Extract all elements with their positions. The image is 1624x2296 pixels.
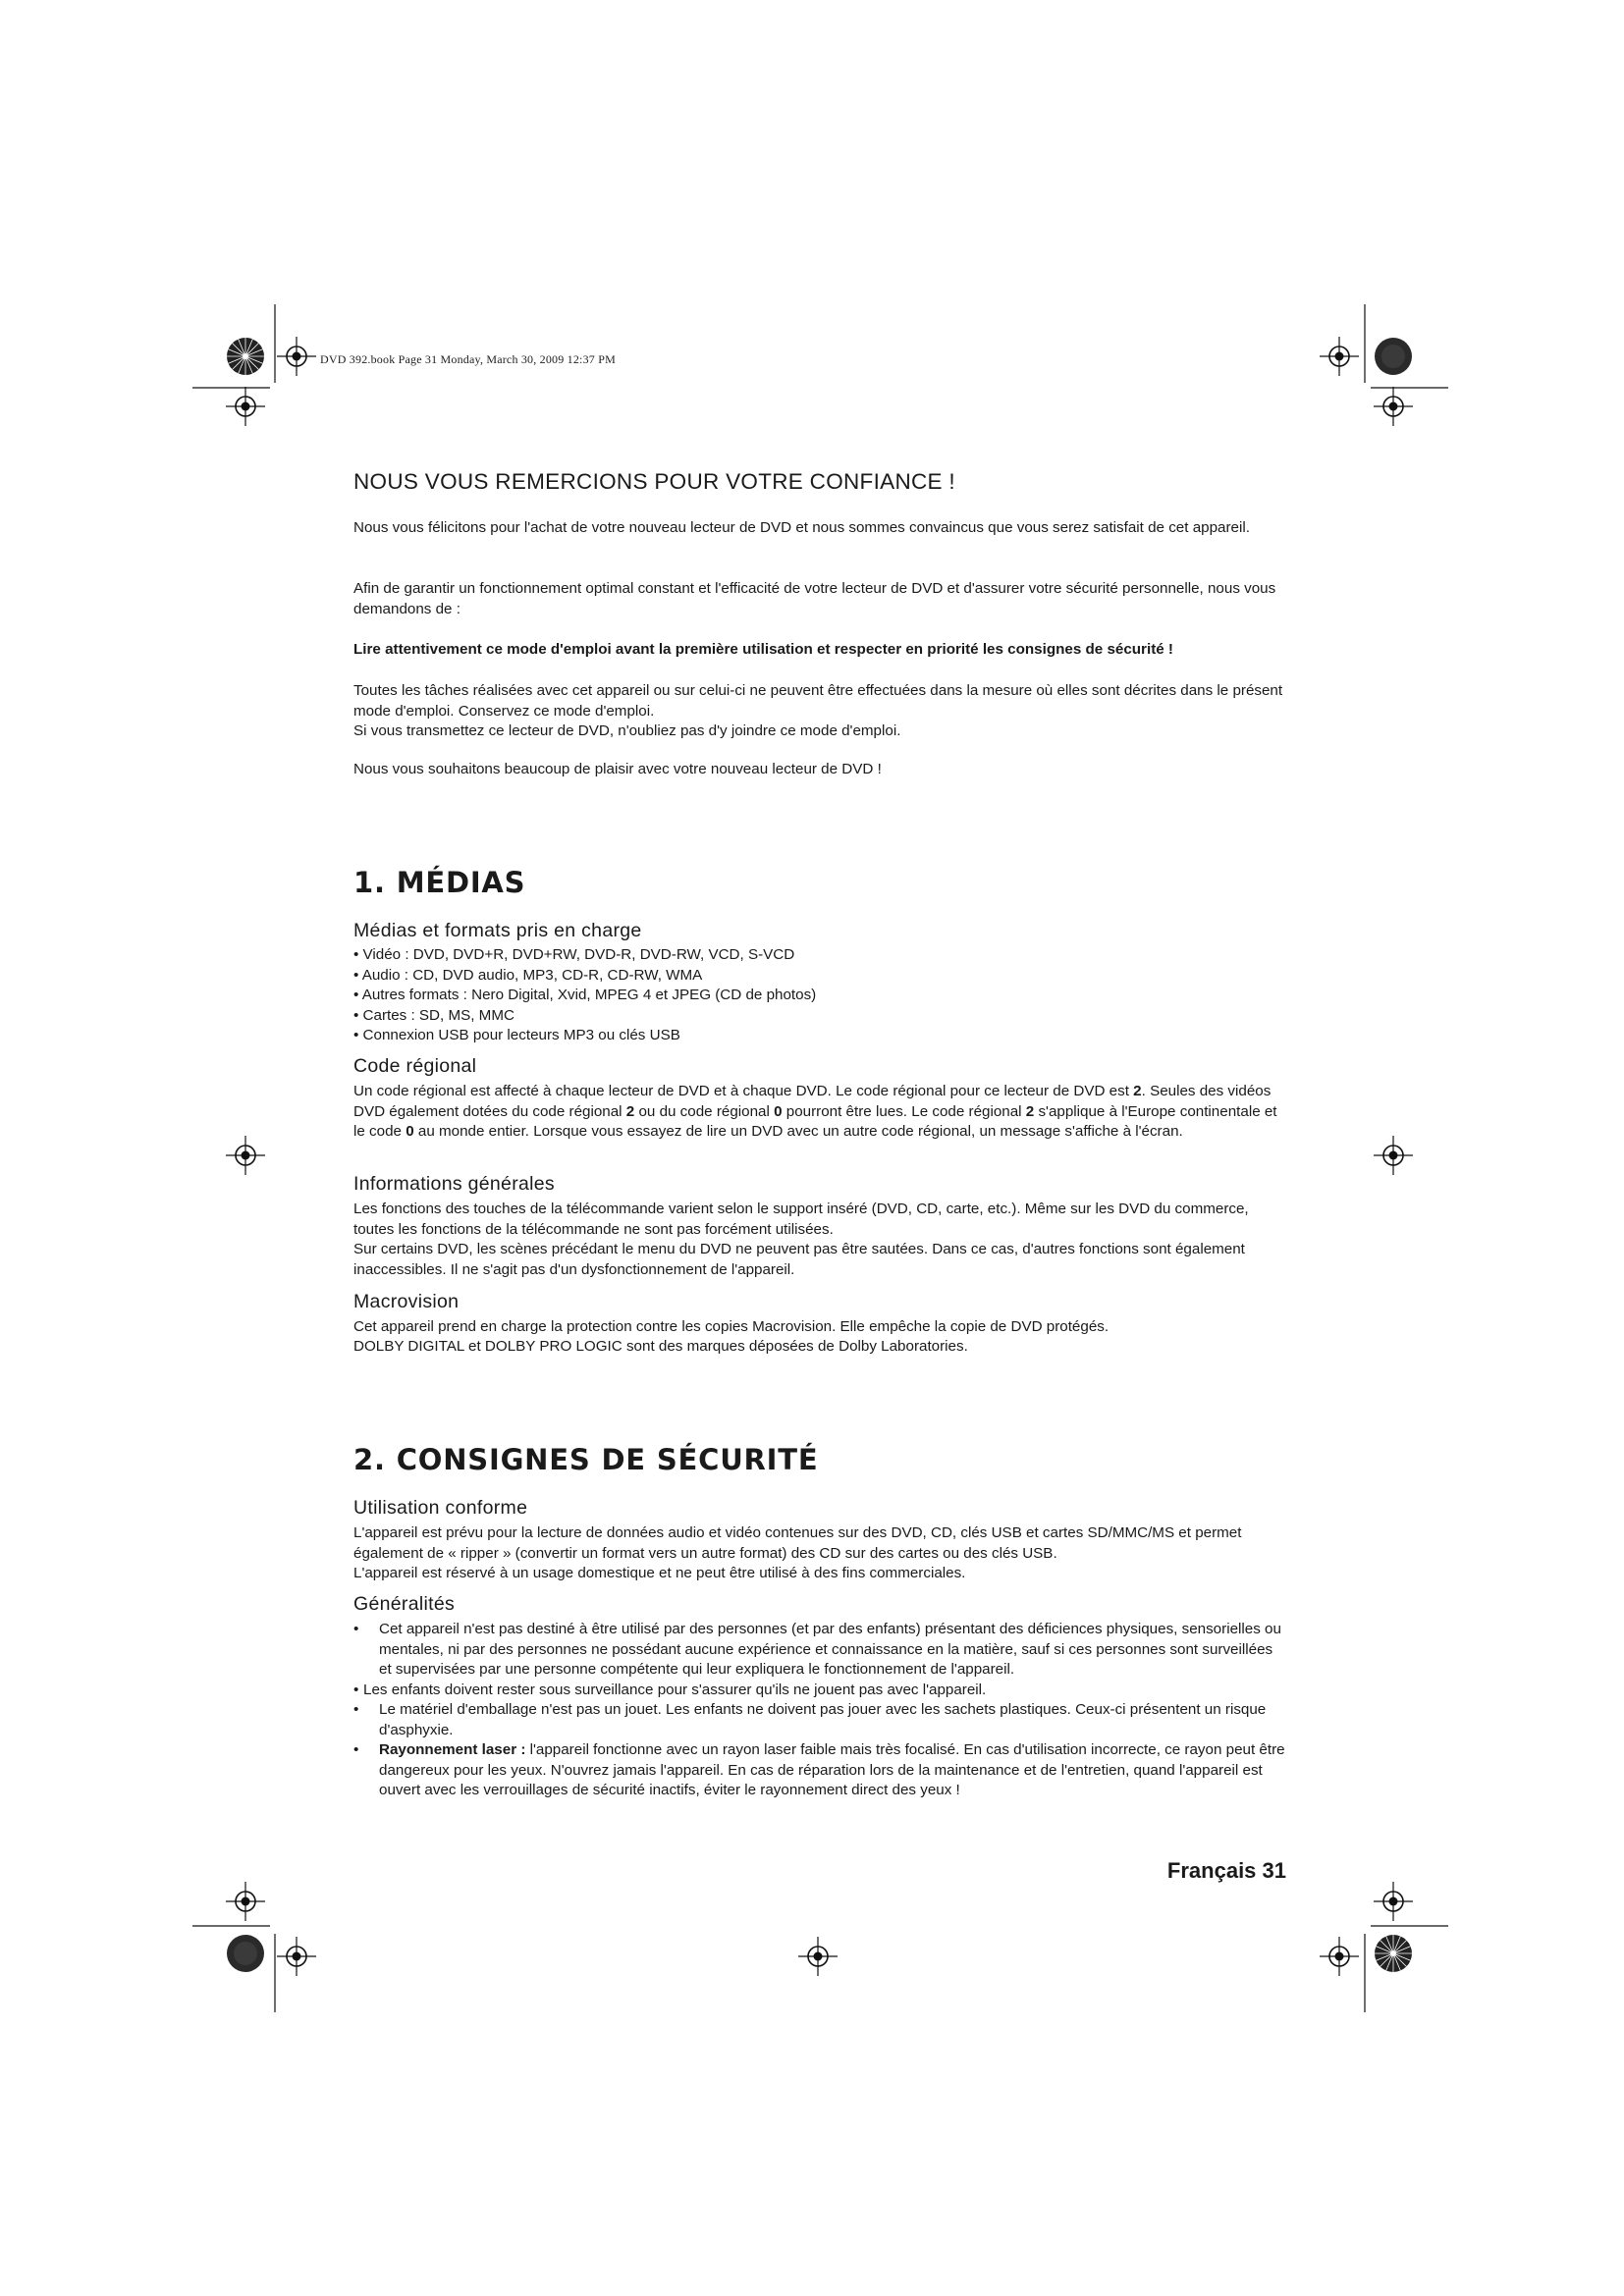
list-item bbox=[353, 1740, 1286, 1801]
list-item-text: Cet appareil n'est pas destiné à être utilisé par des personnes (et par des enfants) présentant des déficiences physiques, sensorielles ou mentales, ni par des personnes ne possédant aucune expérience et connaissance en la matière, sauf si ces personnes sont surveillées et supervisées par une personne compétente qui leur expliquera le fonctionnement de l'appareil. bbox=[379, 1621, 1281, 1678]
region-code-value: 2 bbox=[1025, 1102, 1035, 1120]
intro-paragraph-4-line-2: Si vous transmettez ce lecteur de DVD, n'oubliez pas d'y joindre ce mode d'emploi. bbox=[353, 722, 901, 739]
list-item bbox=[353, 1700, 1286, 1740]
list-item-text: Les enfants doivent rester sous surveillance pour s'assurer qu'ils ne jouent pas avec l'appareil. bbox=[363, 1681, 987, 1698]
print-slug: DVD 392.book Page 31 Monday, March 30, 2009 12:37 PM bbox=[320, 352, 616, 366]
region-text: s'applique à l'Europe continentale et le code bbox=[353, 1102, 1277, 1140]
region-code-value: 0 bbox=[406, 1123, 414, 1140]
list-item bbox=[353, 1620, 1286, 1681]
intro-paragraph-2: Afin de garantir un fonctionnement optimal constant et l'efficacité de votre lecteur de DVD et d'assurer votre sécurité personnelle, nous vous demandons de : bbox=[353, 580, 1276, 617]
list-item: • Connexion USB pour lecteurs MP3 ou clés USB bbox=[353, 1027, 680, 1043]
intended-use-paragraph-1: L'appareil est prévu pour la lecture de données audio et vidéo contenues sur des DVD, CD, clés USB et cartes SD/MMC/MS et permet également de « ripper » (convertir un format vers un autre format) des CD sur des cartes ou des clés USB. bbox=[353, 1524, 1242, 1562]
list-item bbox=[353, 1681, 1286, 1701]
intro-paragraph-warning: Lire attentivement ce mode d'emploi avant la première utilisation et respecter en priorité les consignes de sécurité ! bbox=[353, 641, 1173, 658]
region-text: ou du code régional bbox=[634, 1102, 775, 1120]
list-item: • Autres formats : Nero Digital, Xvid, MPEG 4 et JPEG (CD de photos) bbox=[353, 987, 817, 1003]
subtitle-intended-use: Utilisation conforme bbox=[353, 1497, 528, 1519]
list-item-label: Rayonnement laser : bbox=[379, 1741, 526, 1758]
macrovision-paragraph-1: Cet appareil prend en charge la protection contre les copies Macrovision. Elle empêche la copie de DVD protégés. bbox=[353, 1318, 1110, 1335]
intro-paragraph-4-line-1: Toutes les tâches réalisées avec cet appareil ou sur celui-ci ne peuvent être effectuées dans la mesure où elles sont décrites dans le présent mode d'emploi. Conservez ce mode d'emploi. bbox=[353, 682, 1283, 720]
list-item-text: Le matériel d'emballage n'est pas un jouet. Les enfants ne doivent pas jouer avec les sachets plastiques. Ceux-ci présentent un risque d'asphyxie. bbox=[379, 1701, 1267, 1738]
subtitle-formats: Médias et formats pris en charge bbox=[353, 920, 642, 941]
region-text: au monde entier. Lorsque vous essayez de lire un DVD avec un autre code régional, un message s'affiche à l'écran. bbox=[413, 1123, 1183, 1140]
macrovision-paragraph-2: DOLBY DIGITAL et DOLBY PRO LOGIC sont des marques déposées de Dolby Laboratories. bbox=[353, 1338, 968, 1355]
bullet: • bbox=[353, 1741, 359, 1758]
general-info-paragraph-1: Les fonctions des touches de la télécommande varient selon le support inséré (DVD, CD, carte, etc.). Même sur les DVD du commerce, toutes les fonctions de la télécommande ne sont pas forcément utilisées. bbox=[353, 1201, 1249, 1238]
list-item-text: l'appareil fonctionne avec un rayon laser faible mais très focalisé. En cas d'utilisation incorrecte, ce rayon peut être dangereux pour les yeux. N'ouvrez jamais l'appareil. En cas de réparation lors de la maintenance et de l'entretien, quand l'appareil est ouvert avec les verrouillages de sécurité inactifs, éviter le rayonnement direct des yeux ! bbox=[379, 1741, 1285, 1798]
list-item: • Audio : CD, DVD audio, MP3, CD-R, CD-RW, WMA bbox=[353, 966, 703, 984]
region-text: pourront être lues. Le code régional bbox=[782, 1102, 1026, 1120]
subtitle-general-info: Informations générales bbox=[353, 1173, 555, 1195]
region-code-value: 2 bbox=[1133, 1083, 1142, 1099]
subtitle-generalities: Généralités bbox=[353, 1593, 456, 1615]
list-item: • Vidéo : DVD, DVD+R, DVD+RW, DVD-R, DVD-RW, VCD, S-VCD bbox=[353, 946, 795, 963]
list-item: • Cartes : SD, MS, MMC bbox=[353, 1006, 514, 1024]
region-code-value: 2 bbox=[625, 1102, 635, 1120]
section-title-medias: 1. MÉDIAS bbox=[353, 866, 526, 899]
bullet: • bbox=[353, 1681, 359, 1698]
page-footer: Français 31 bbox=[1166, 1858, 1286, 1883]
intro-paragraph-1: Nous vous félicitons pour l'achat de votre nouveau lecteur de DVD et nous sommes convaincus que vous serez satisfait de cet appareil. bbox=[353, 519, 1250, 536]
generalities-list bbox=[353, 1620, 1286, 1801]
intro-paragraph-5: Nous vous souhaitons beaucoup de plaisir avec votre nouveau lecteur de DVD ! bbox=[353, 761, 882, 777]
intended-use-paragraph-2: L'appareil est réservé à un usage domestique et ne peut être utilisé à des fins commerciales. bbox=[353, 1565, 966, 1581]
section-title-safety: 2. CONSIGNES DE SÉCURITÉ bbox=[353, 1443, 819, 1476]
region-code-paragraph bbox=[353, 1082, 1286, 1143]
subtitle-macrovision: Macrovision bbox=[353, 1291, 460, 1312]
intro-title: NOUS VOUS REMERCIONS POUR VOTRE CONFIANCE ! bbox=[353, 469, 955, 494]
formats-list bbox=[353, 945, 1286, 1046]
region-text: Un code régional est affecté à chaque lecteur de DVD et à chaque DVD. Le code régional pour ce lecteur de DVD est bbox=[353, 1083, 1134, 1099]
subtitle-region-code: Code régional bbox=[353, 1055, 477, 1077]
general-info-paragraph-2: Sur certains DVD, les scènes précédant le menu du DVD ne peuvent pas être sautées. Dans ce cas, d'autres fonctions sont également inaccessibles. Il ne s'agit pas d'un dysfonctionnement de l'appareil. bbox=[353, 1241, 1245, 1278]
region-code-value: 0 bbox=[774, 1102, 783, 1120]
intro-paragraph-4 bbox=[353, 681, 1286, 742]
bullet: • bbox=[353, 1621, 359, 1637]
region-text: . Seules des vidéos DVD également dotées du code régional bbox=[353, 1083, 1272, 1120]
bullet: • bbox=[353, 1701, 359, 1718]
